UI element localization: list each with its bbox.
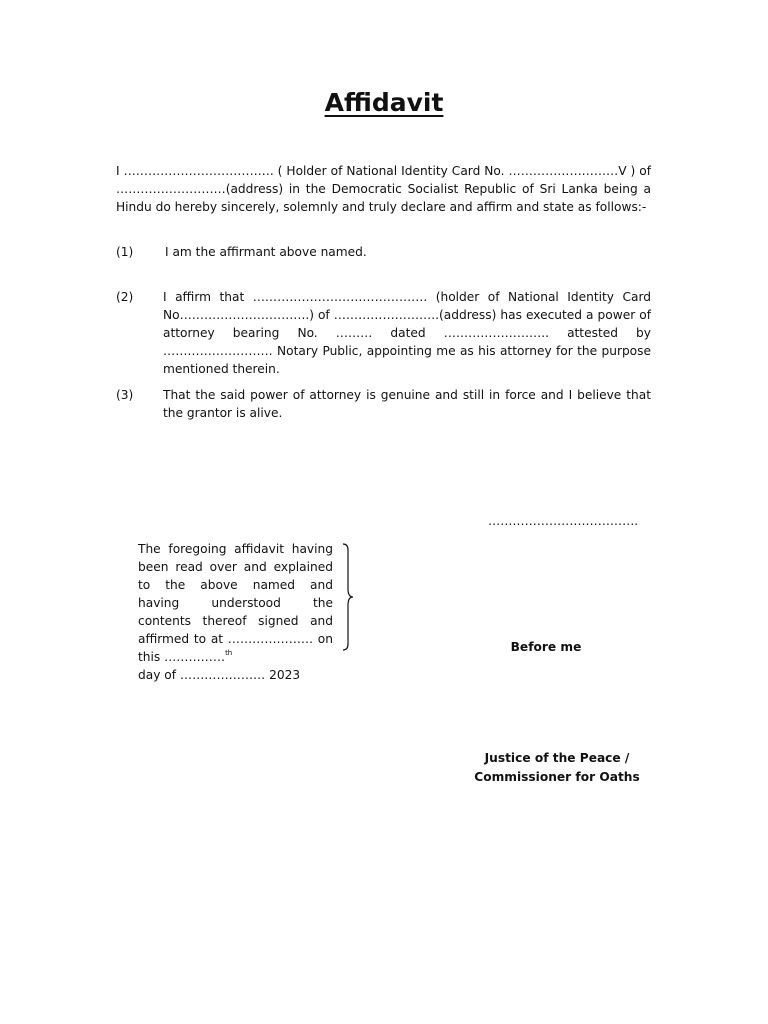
before-me-label: Before me (510, 640, 582, 654)
paragraph-2-text: I affirm that ……………………………………. (holder of National Identity Card No…………………………..) of ……………………..(address) has executed a power of attorney bearing No. ……… dated …………………….. attested by ……………………… Notary Public, appointing me as his attorney for the purpose mentioned therein. (163, 290, 651, 376)
curly-brace-icon (340, 543, 354, 651)
paragraph-3-text: That the said power of attorney is genuine and still in force and I believe that the grantor is alive. (163, 388, 651, 420)
paragraph-number-2: (2) (116, 290, 134, 304)
jurat-text: The foregoing affidavit having been read over and explained to the above named and having understood the contents thereof signed and affirmed to at ………………… on this …………… (138, 542, 333, 664)
intro-paragraph: I ………………………………. ( Holder of National Identity Card No. ………………………V ) of ………………………(address) in the Democratic Socialist Republic of Sri Lanka being a Hindu do hereby sincerely, solemnly and truly declare and affirm and state as follows:- (116, 164, 651, 214)
jurat-block (138, 540, 333, 684)
officer-title-line-1: Justice of the Peace / (484, 751, 630, 765)
signature-line: ………………………………. (488, 514, 639, 528)
jurat-superscript: th (225, 649, 233, 657)
paragraph-number-1: (1) (116, 245, 134, 259)
paragraph-number-3: (3) (116, 388, 134, 402)
jurat-date-line: day of ………………… 2023 (138, 668, 301, 682)
document-title: Affidavit (324, 88, 444, 117)
paragraph-1-text: I am the affirmant above named. (165, 245, 367, 259)
officer-title (472, 749, 642, 787)
officer-title-line-2: Commissioner for Oaths (474, 770, 640, 784)
